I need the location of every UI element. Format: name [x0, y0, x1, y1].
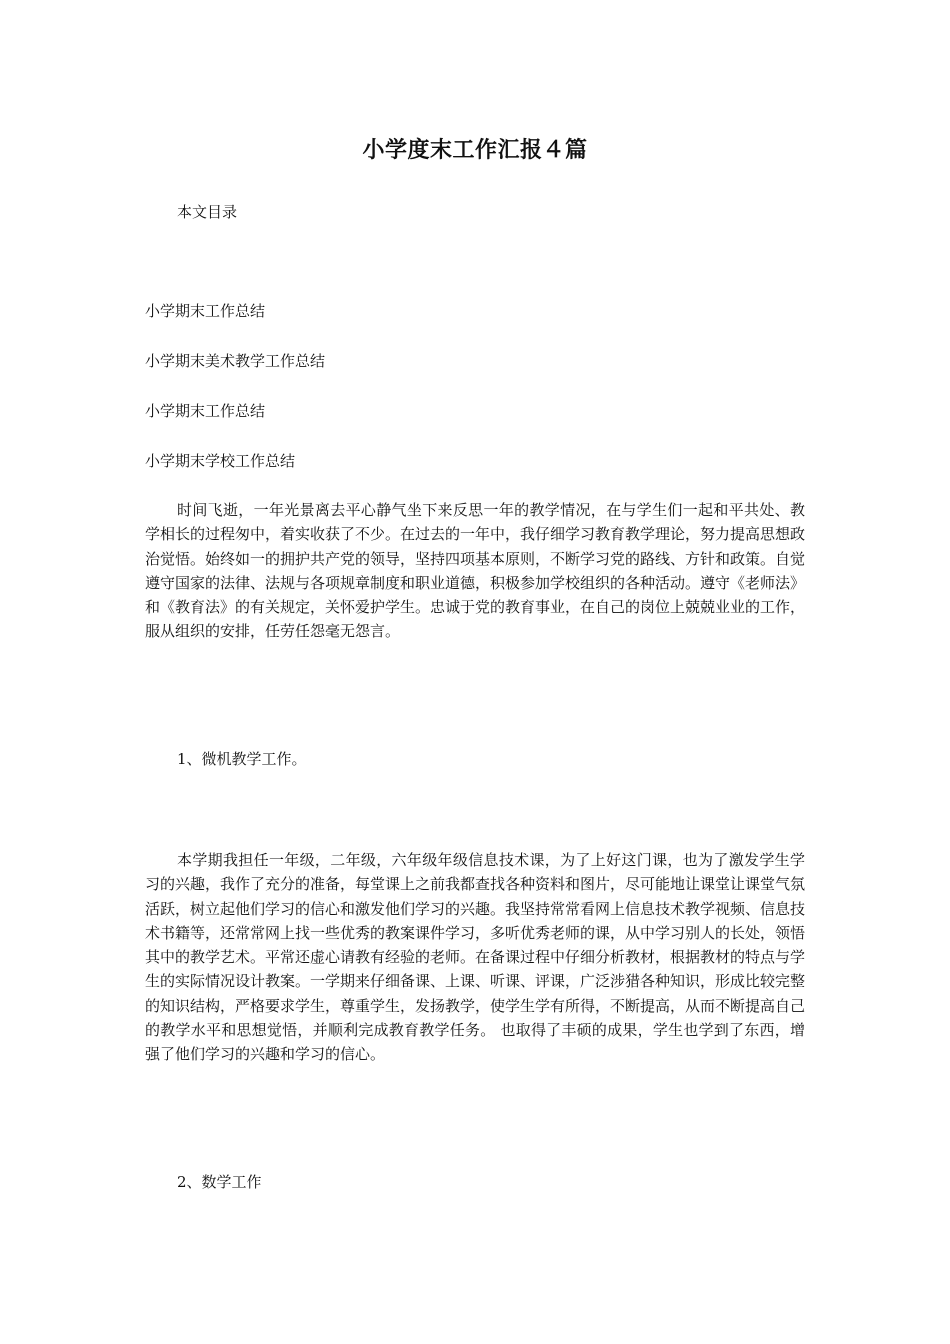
toc-item-2: 小学期末美术教学工作总结 — [145, 352, 326, 370]
toc-item-3: 小学期末工作总结 — [145, 402, 266, 420]
toc-heading: 本文目录 — [177, 203, 238, 221]
toc-item-4: 小学期末学校工作总结 — [145, 452, 296, 470]
toc-item-1: 小学期末工作总结 — [145, 302, 266, 320]
section-1-paragraph: 本学期我担任一年级，二年级，六年级年级信息技术课，为了上好这门课，也为了激发学生学习的兴趣，我作了充分的准备，每堂课上之前我都查找各种资料和图片，尽可能地让课堂让课堂气氛活跃，树立起他们学习的信心和激发他们学习的兴趣。我坚持常常看网上信息技术教学视频、信息技术书籍等，还常常网上找一些优秀的教案课件学习，多听优秀老师的课，从中学习别人的长处，领悟其中的教学艺术。平常还虚心请教有经验的老师。在备课过程中仔细分析教材，根据教材的特点与学生的实际情况设计教案。一学期来仔细备课、上课、听课、评课，广泛涉猎各种知识，形成比较完整的知识结构，严格要求学生，尊重学生，发扬教学，使学生学有所得，不断提高，从而不断提高自己的教学水平和思想觉悟，并顺利完成教育教学任务。 也取得了丰硕的成果，学生也学到了东西，增强了他们学习的兴趣和学习的信心。 — [145, 851, 806, 1064]
section-2-heading: 2、数学工作 — [177, 1173, 262, 1191]
intro-paragraph: 时间飞逝，一年光景离去平心静气坐下来反思一年的教学情况，在与学生们一起和平共处、教学相长的过程匆中，着实收获了不少。在过去的一年中，我仔细学习教育教学理论，努力提高思想政治觉悟。始终如一的拥护共产党的领导，坚持四项基本原则，不断学习党的路线、方针和政策。自觉遵守国家的法律、法规与各项规章制度和职业道德，积极参加学校组织的各种活动。遵守《老师法》和《教育法》的有关规定，关怀爱护学生。忠诚于党的教育事业，在自己的岗位上兢兢业业的工作，服从组织的安排，任劳任怨毫无怨言。 — [145, 501, 806, 641]
section-1-heading: 1、微机教学工作。 — [177, 750, 307, 768]
document-title: 小学度末工作汇报４篇 — [362, 138, 588, 163]
